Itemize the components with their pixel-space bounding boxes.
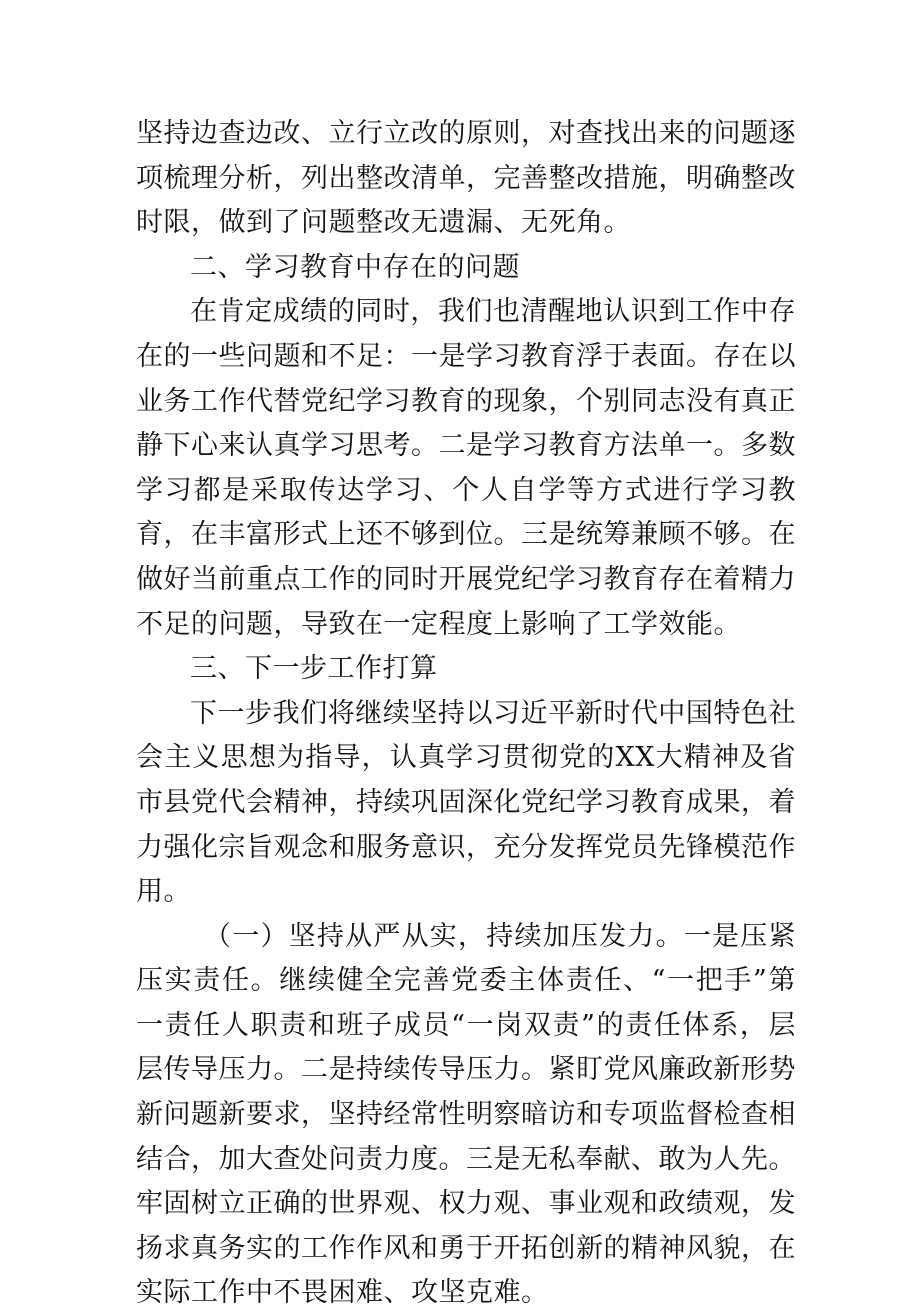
paragraph-next-steps: 下一步我们将继续坚持以习近平新时代中国特色社会主义思想为指导，认真学习贯彻党的XX大精神及省市县党代会精神，持续巩固深化党纪学习教育成果，着力强化宗旨观念和服务意识，充分发挥党员先锋模范作用。: [136, 697, 796, 908]
paragraph-strict-measures: （一）坚持从严从实，持续加压发力。一是压紧压实责任。继续健全完善党委主体责任、“一把手”第一责任人职责和班子成员“一岗双责”的责任体系，层层传导压力。二是持续传导压力。紧盯党风廉政新形势新问题新要求，坚持经常性明察暗访和专项监督检查相结合，加大查处问责力度。三是无私奉献、敢为人先。牢固树立正确的世界观、权力观、事业观和政绩观，发扬求真务实的工作作风和勇于开拓创新的精神风貌，在实际工作中不畏困难、攻坚克难。: [136, 920, 796, 1309]
document-body: [136, 112, 796, 1316]
section-heading-next-steps: 三、下一步工作打算: [190, 653, 438, 685]
section-heading-problems: 二、学习教育中存在的问题: [190, 251, 520, 283]
paragraph-rectification-principle: 坚持边查边改、立行立改的原则，对查找出来的问题逐项梳理分析，列出整改清单，完善整改措施，明确整改时限，做到了问题整改无遗漏、无死角。: [136, 118, 796, 239]
paragraph-problems: 在肯定成绩的同时，我们也清醒地认识到工作中存在的一些问题和不足：一是学习教育浮于表面。存在以业务工作代替党纪学习教育的现象，个别同志没有真正静下心来认真学习思考。二是学习教育方法单一。多数学习都是采取传达学习、个人自学等方式进行学习教育，在丰富形式上还不够到位。三是统筹兼顾不够。在做好当前重点工作的同时开展党纪学习教育存在着精力不足的问题，导致在一定程度上影响了工学效能。: [136, 296, 796, 640]
